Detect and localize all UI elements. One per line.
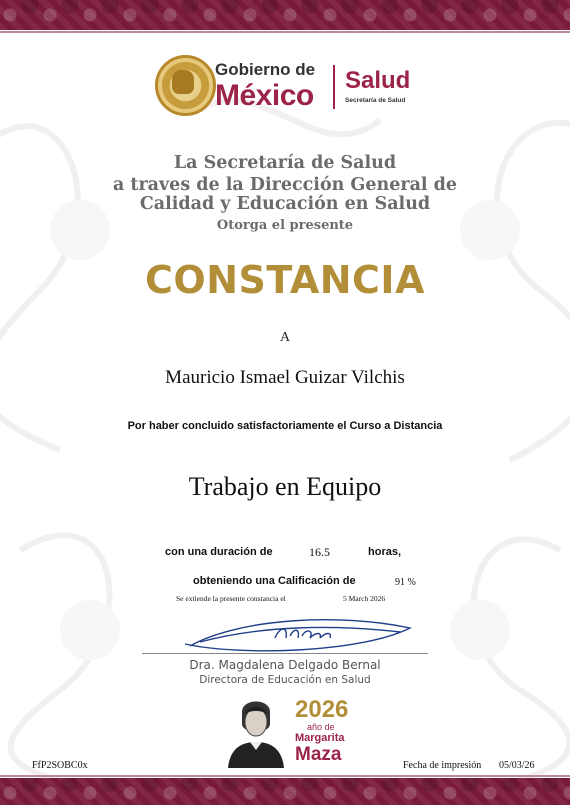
duration-label: con una duración de: [165, 546, 273, 558]
government-logo: [155, 55, 420, 115]
heading-line2: a traves de la Dirección General de: [112, 175, 458, 195]
year-name1: Margarita: [295, 732, 345, 744]
print-date-value: 05/03/26: [499, 760, 535, 771]
concluded-text: Por haber concluido satisfactoriamente el Curso a Distancia: [127, 420, 443, 432]
recipient-name: Mauricio Ismael Guizar Vilchis: [165, 367, 405, 388]
signature-image: [180, 608, 420, 658]
duration-unit: horas,: [368, 546, 402, 558]
heading-line3: Calidad y Educación en Salud: [139, 194, 431, 214]
grade-label: obteniendo una Calificación de: [193, 575, 356, 587]
year-name2: Maza: [295, 744, 342, 765]
signer-role: Directora de Educación en Salud: [199, 674, 371, 686]
signer-name: Dra. Magdalena Delgado Bernal: [189, 658, 381, 672]
extended-label: Se extiende la presente constancia el: [176, 594, 286, 603]
gob-line1: Gobierno de: [215, 60, 316, 79]
course-name: Trabajo en Equipo: [188, 472, 382, 501]
certificate-title: CONSTANCIA: [145, 258, 425, 302]
year-number: 2026: [295, 696, 349, 723]
heading-line4: Otorga el presente: [216, 218, 354, 233]
mexico-seal-icon: [155, 55, 216, 116]
top-divider-line: [0, 31, 570, 33]
print-date-label: Fecha de impresión: [403, 760, 482, 771]
bottom-decorative-band: [0, 778, 570, 805]
extended-date: 5 March 2026: [343, 594, 386, 603]
salud-sub-label: Secretaría de Salud: [345, 97, 406, 104]
to-label: A: [279, 330, 291, 345]
margarita-maza-portrait: [222, 690, 290, 768]
folio-code: FfP2SOBC0x: [32, 760, 88, 771]
gob-line2: México: [215, 79, 314, 112]
year-sub: año de: [307, 722, 335, 732]
logo-divider: [333, 65, 335, 109]
top-decorative-band: [0, 0, 570, 30]
salud-label: Salud: [345, 67, 411, 94]
heading-line1: La Secretaría de Salud: [173, 153, 397, 173]
signature-line: [142, 653, 428, 654]
duration-value: 16.5: [309, 545, 330, 559]
grade-value: 91 %: [395, 577, 416, 588]
bottom-divider-line: [0, 775, 570, 777]
